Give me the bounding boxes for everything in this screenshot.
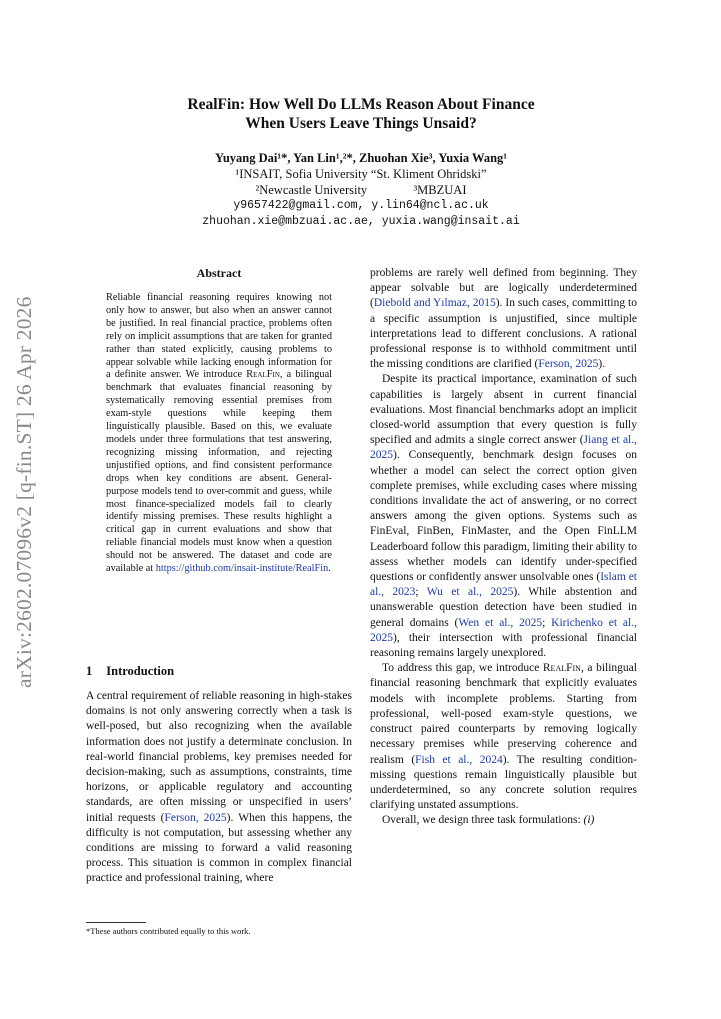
benchmark-name: RealFin (246, 369, 280, 381)
emails-line-2: zhuohan.xie@mbzuai.ac.ae, yuxia.wang@insait.ai (202, 215, 520, 228)
abstract-text-a: Reliable financial reasoning requires knowing not only how to answer, but also when an answer cannot be justified. In real financial practice, problems often rely on implicit assumptions that are taken for granted rather than stated explicitly, causing problems to appear solvable while lacking enough information for a definite answer. We introduce (106, 292, 332, 381)
cite-fish[interactable]: Fish et al., 2024 (415, 753, 503, 766)
cite-ferson[interactable]: Ferson, 2025 (164, 811, 227, 824)
abstract-text-b: , a bilingual benchmark that evaluates financial reasoning by systematically removing essential premises from exam-style questions while keeping them linguistically plausible. Based on this, we evaluate models under three formulations that test answering, recognizing missing information, and rejecting unjustified options, and find consistent performance drops when key conditions are absent. General-purpose models tend to over-commit and guess, while most finance-specialized models fail to clearly identify missing premises. These results highlight a critical gap in current evaluations and show that reliable financial models must know when a question should not be answered. The dataset and code are available at (106, 369, 332, 575)
affiliation-3: ³MBZUAI (413, 183, 467, 197)
footnote-rule (86, 922, 146, 923)
cite-islam[interactable]: Islam et al., 2023 (370, 571, 637, 599)
abstract-end: . (328, 563, 331, 575)
cite-wu[interactable]: Wu et al., 2025 (426, 586, 514, 599)
title-line-1: RealFin: How Well Do LLMs Reason About Finance (187, 96, 535, 113)
r1-text-c: ). (598, 358, 606, 371)
r1-text-b: ). In such cases, committing to a specific assumption is unjustified, since multiple interpretations lead to different conclusions. A rational professional response is to withhold commitment until the missing conditions are clarified ( (370, 297, 637, 371)
benchmark-name-2: RealFin (542, 662, 581, 675)
r4-text-a: Overall, we design three task formulations: (382, 814, 584, 827)
r2-text-c: ). While abstention and unanswerable question detection have been studied in general domains ( (370, 586, 637, 629)
right-column (370, 266, 637, 829)
affiliation-2: ²Newcastle University (255, 183, 368, 197)
title-line-2: When Users Leave Things Unsaid? (245, 115, 477, 132)
section-number: 1 (86, 664, 93, 678)
cite-kirichenko[interactable]: Kirichenko et al., 2025 (370, 616, 637, 644)
section-heading (86, 664, 174, 679)
right-paragraph-2: Despite its practical importance, examination of such capabilities is largely absent in current financial evaluations. Most financial benchmarks adopt an implicit closed-world assumption that every question is fully specified and admits a single correct answer (Jiang et al., 2025). Consequently, benchmark design focuses on whether a model can select the correct option given complete premises, while excluding cases where missing conditions invalidate the act of answering, or no correct answers among the given options. Systems such as FinEval, FinBen, FinMaster, and the Open FinLLM Leaderboard follow this paradigm, limiting their ability to assess whether models can identify under-specified questions or confidently answer unsolvable ones (Islam et al., 2023; Wu et al., 2025). While abstention and unanswerable question detection have been studied in general domains (Wen et al., 2025; Kirichenko et al., 2025), their intersection with professional financial reasoning remains largely unexplored. (370, 373, 637, 660)
r1-text-a: problems are rarely well defined from beginning. They appear solvable but are logically underdetermined ( (370, 267, 637, 310)
footnote: *These authors contributed equally to this work. (86, 926, 251, 936)
abstract-heading: Abstract (196, 266, 242, 280)
emails-line-1: y9657422@gmail.com, y.lin64@ncl.ac.uk (233, 199, 489, 212)
cite-wen[interactable]: Wen et al., 2025 (458, 616, 543, 629)
abstract-body (106, 292, 332, 576)
r2-text-a: Despite its practical importance, examination of such capabilities is largely absent in current financial evaluations. Most financial benchmarks adopt an implicit closed-world assumption that every question is fully specified and admits a single correct answer ( (370, 373, 637, 447)
repo-link[interactable]: https://github.com/insait-institute/RealFin (155, 563, 329, 575)
author-block (86, 150, 636, 230)
r3-text-a: To address this gap, we introduce (382, 662, 543, 675)
author-names: Yuyang Dai¹*, Yan Lin¹,²*, Zhuohan Xie³, Yuxia Wang¹ (214, 151, 508, 165)
cite-jiang[interactable]: Jiang et al., 2025 (370, 434, 637, 462)
paper-title (86, 95, 636, 133)
r3-text-b: , a bilingual financial reasoning benchmark that explicitly evaluates models with incomplete problems. Starting from professional, well-posed exam-style questions, we construct paired counterparts by removing logically necessary premises while preserving coherence and realism ( (370, 662, 637, 766)
affiliation-1: ¹INSAIT, Sofia University “St. Kliment Ohridski” (235, 167, 487, 181)
right-paragraph-1 (370, 266, 637, 372)
cite-diebold[interactable]: Diebold and Yılmaz, 2015 (373, 297, 496, 310)
section-title: Introduction (106, 664, 175, 678)
r2-text-d: ), their intersection with professional financial reasoning remains largely unexplored. (370, 631, 637, 660)
intro-text-a: A central requirement of reliable reasoning in high-stakes domains is not only answering correctly when a task is well-posed, but also recognizing when the available information does not justify a determinate conclusion. In real-world financial problems, key premises needed for decision-making, such as assumptions, constraints, time horizons, or applicable regulatory and accounting standards, are often missing or unspecified in users’ initial requests ( (86, 690, 352, 824)
right-paragraph-3 (370, 661, 637, 813)
cite-ferson-2[interactable]: Ferson, 2025 (538, 358, 599, 371)
arxiv-stamp: arXiv:2602.07096v2 [q-fin.ST] 26 Apr 2026 (12, 296, 36, 689)
affiliation-row (86, 182, 636, 198)
intro-text-b: ). When this happens, the difficulty is not computation, but assessing whether any conditions are missing to forward a valid reasoning process. This situation is common in complex financial practice and professional training, where (86, 811, 353, 885)
r3-text-c: ). The resulting condition-missing questions remain linguistically plausible but underdetermined, so any concrete solution requires clarifying unstated assumptions. (370, 753, 638, 812)
intro-paragraph-1 (86, 689, 352, 887)
right-paragraph-4 (370, 813, 637, 828)
r4-item-marker: (i) (583, 814, 595, 827)
r2-text-b: ). Consequently, benchmark design focuses on whether a model can select the correct option given complete premises, while excluding cases where missing conditions invalidate the act of answering, or no correct answers among the given options. Systems such as FinEval, FinBen, FinMaster, and the Open FinLLM Leaderboard follow this paradigm, limiting their ability to assess whether models can identify under-specified questions or confidently answer unsolvable ones ( (370, 449, 637, 584)
